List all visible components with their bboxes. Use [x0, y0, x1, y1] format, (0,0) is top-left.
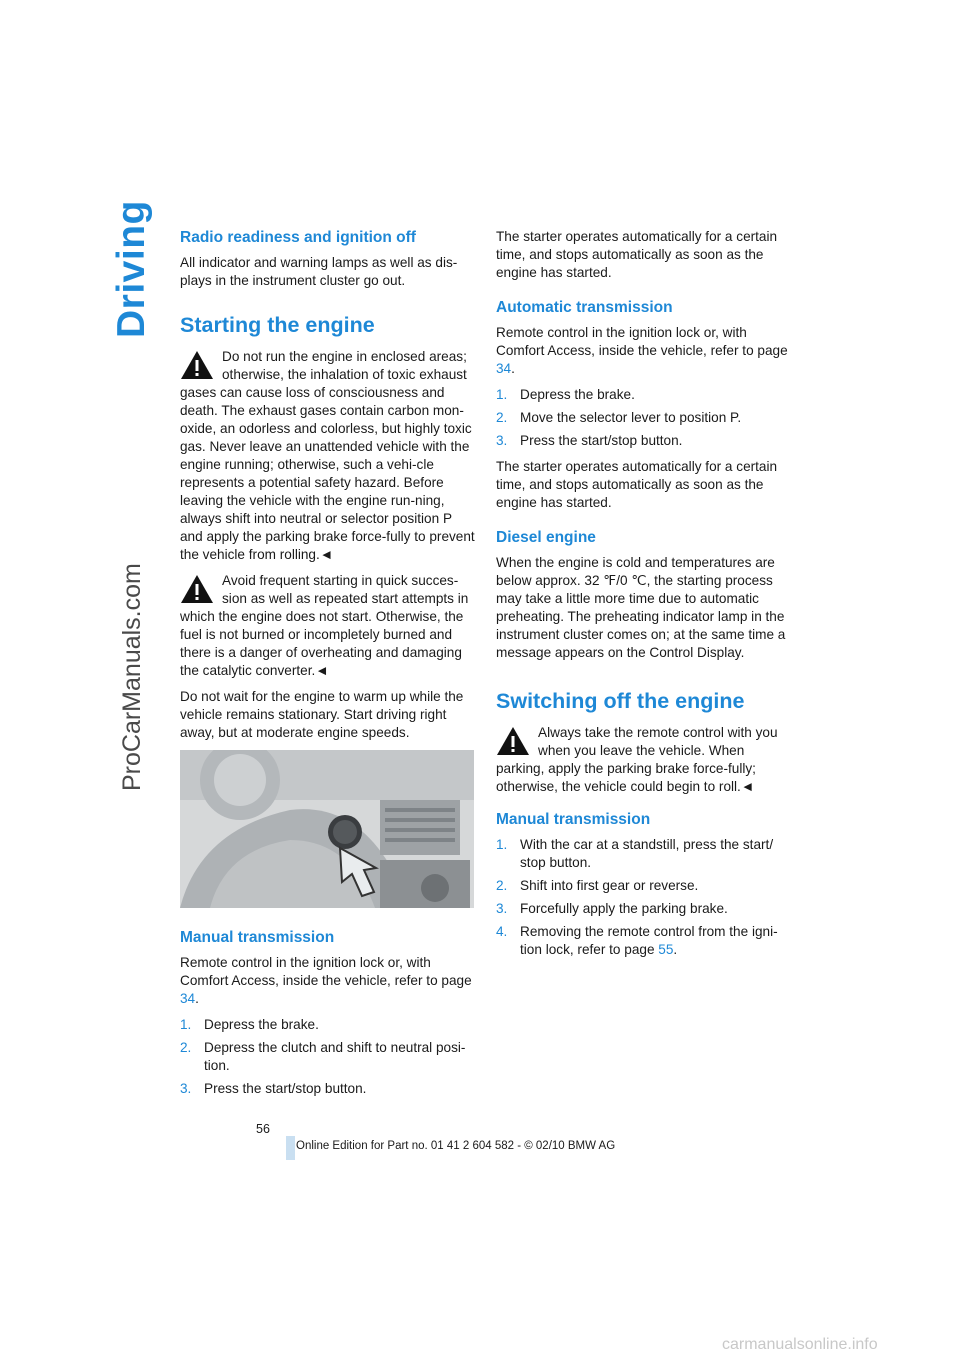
site-watermark: carmanualsonline.info: [722, 1336, 878, 1353]
warning-block: [180, 572, 476, 680]
list-item: 2. Depress the clutch and shift to neutral posi-tion.: [180, 1040, 466, 1073]
heading-automatic-transmission: Automatic transmission: [496, 299, 673, 316]
paragraph-diesel-engine: When the engine is cold and temperatures are below approx. 32 ℉/0 ℃, the starting process may take a little more time due to automatic preheating. The preheating indicator lamp in the instrument cluster comes on; at the same time a message appears on the Control Display.: [496, 555, 786, 660]
list-item: 3. Forcefully apply the parking brake.: [496, 901, 728, 916]
heading-manual-transmission: Manual transmission: [180, 929, 335, 946]
list-item: 2. Move the selector lever to position P.: [496, 410, 742, 425]
automatic-start-steps: [496, 386, 792, 450]
section-tab: [106, 200, 156, 346]
heading-diesel-engine: Diesel engine: [496, 529, 596, 546]
page-link[interactable]: 34: [496, 361, 512, 376]
heading-starting-engine: Starting the engine: [180, 313, 375, 337]
footer-bar: [286, 1136, 295, 1160]
warning-block: [180, 348, 476, 564]
left-column: [180, 228, 476, 1106]
list-item: 1. Depress the brake.: [180, 1017, 319, 1032]
page-link[interactable]: 55: [658, 942, 674, 957]
warning-block: [496, 724, 792, 796]
list-item: 2. Shift into first gear or reverse.: [496, 878, 699, 893]
paragraph-automatic-transmission: Remote control in the ignition lock or, with Comfort Access, inside the vehicle, refer to page 34.: [496, 325, 788, 376]
page-number: 56: [256, 1122, 270, 1136]
list-item: 4. Removing the remote control from the igni-tion lock, refer to page 55.: [496, 924, 778, 957]
heading-manual-transmission-off: Manual transmission: [496, 811, 651, 828]
manual-start-steps: [180, 1016, 476, 1098]
warning-icon: [180, 350, 214, 380]
warning-text: Always take the remote control with you when you leave the vehicle. When parking, apply the parking brake force-fully; otherwise, the vehicle could begin to roll.◄: [496, 725, 778, 794]
footer-text: Online Edition for Part no. 01 41 2 604 582 - © 02/10 BMW AG: [296, 1140, 616, 1152]
list-item: 1. With the car at a standstill, press the start/ stop button.: [496, 837, 774, 870]
section-tab-label: Driving: [110, 200, 153, 338]
watermark-text: ProCarManuals.com: [118, 563, 146, 791]
warning-icon: [180, 574, 214, 604]
list-item: 1. Depress the brake.: [496, 387, 635, 402]
list-item: 3. Press the start/stop button.: [180, 1081, 367, 1096]
paragraph-manual-transmission: Remote control in the ignition lock or, with Comfort Access, inside the vehicle, refer to page 34.: [180, 955, 472, 1006]
paragraph-starter: The starter operates automatically for a certain time, and stops automatically as soon as the engine has started.: [496, 229, 778, 280]
heading-switching-off: Switching off the engine: [496, 689, 745, 713]
warning-icon: [496, 726, 530, 756]
list-item: 3. Press the start/stop button.: [496, 433, 683, 448]
warning-text: Do not run the engine in enclosed areas; otherwise, the inhalation of toxic exhaust gases can cause loss of consciousness and death. The exhaust gases contain carbon mon-oxide, an odorless and colorless, but highly toxic gas. Never leave an unattended vehicle with the engine running; otherwise, such a vehi-cle represents a potential safety hazard. Before leaving the vehicle with the engine run-ning, always shift into neutral or selector position P and apply the parking brake force-fully to prevent the vehicle from rolling.◄: [180, 349, 475, 562]
paragraph-radio-readiness: All indicator and warning lamps as well as dis-plays in the instrument cluster go out.: [180, 255, 458, 288]
paragraph-starter: The starter operates automatically for a certain time, and stops automatically as soon as the engine has started.: [496, 459, 778, 510]
paragraph-warmup: Do not wait for the engine to warm up while the vehicle remains stationary. Start driving right away, but at moderate engine speeds.: [180, 689, 464, 740]
warning-text: Avoid frequent starting in quick succes-sion as well as repeated start attempts in which the engine does not start. Otherwise, the fuel is not burned or incompletely burned and there is a danger of overheating and damaging the catalytic converter.◄: [180, 573, 469, 678]
heading-radio-readiness: Radio readiness and ignition off: [180, 229, 416, 246]
start-stop-button-photo: [180, 750, 474, 908]
right-column: [496, 228, 792, 967]
switch-off-steps: [496, 836, 792, 959]
page-link[interactable]: 34: [180, 991, 196, 1006]
